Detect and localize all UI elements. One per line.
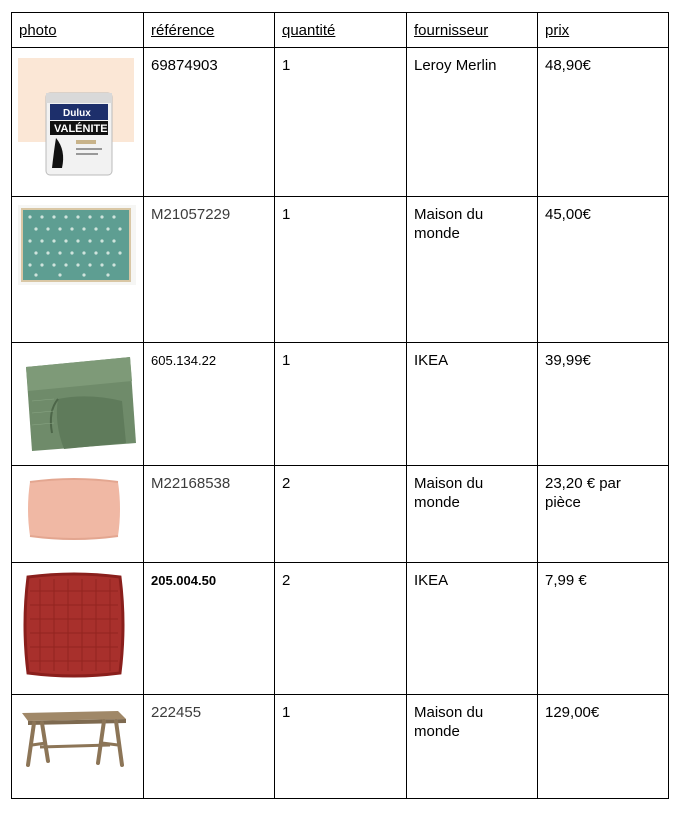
svg-text:VALÉNITE: VALÉNITE [54, 123, 108, 135]
header-reference: référence [144, 13, 275, 48]
reference-cell: 605.134.22 [144, 343, 275, 466]
header-row [12, 13, 669, 48]
supplier-cell: IKEA [407, 343, 538, 466]
order-table [11, 12, 669, 799]
header-photo: photo [12, 13, 144, 48]
reference-cell: 222455 [144, 695, 275, 799]
supplier-cell: Leroy Merlin [407, 48, 538, 197]
header-quantity: quantité [275, 13, 407, 48]
reference-cell: 69874903 [144, 48, 275, 197]
table-row [12, 343, 669, 466]
photo-cell [12, 563, 144, 695]
reference-cell: M21057229 [144, 197, 275, 343]
svg-text:Dulux: Dulux [63, 108, 91, 119]
green-rug-image [18, 205, 136, 285]
price-cell: 45,00€ [538, 197, 669, 343]
quantity-cell: 1 [275, 48, 407, 197]
photo-cell [12, 48, 144, 197]
quantity-cell: 1 [275, 197, 407, 343]
quantity-cell: 1 [275, 695, 407, 799]
quantity-cell: 2 [275, 563, 407, 695]
photo-cell [12, 466, 144, 563]
supplier-cell: Maison du monde [407, 695, 538, 799]
red-cushion-image [18, 571, 130, 679]
price-cell: 7,99 € [538, 563, 669, 695]
wooden-bench-image [18, 703, 128, 773]
reference-cell: M22168538 [144, 466, 275, 563]
green-throw-blanket-image [18, 351, 138, 451]
quantity-cell: 2 [275, 466, 407, 563]
pink-cushion-image [18, 474, 130, 544]
table-row [12, 48, 669, 197]
supplier-cell: IKEA [407, 563, 538, 695]
photo-cell [12, 695, 144, 799]
price-cell: 23,20 € par pièce [538, 466, 669, 563]
price-cell: 129,00€ [538, 695, 669, 799]
table-row [12, 563, 669, 695]
quantity-cell: 1 [275, 343, 407, 466]
table-row [12, 695, 669, 799]
photo-cell [12, 197, 144, 343]
table-row [12, 197, 669, 343]
photo-cell [12, 343, 144, 466]
supplier-cell: Maison du monde [407, 197, 538, 343]
supplier-cell: Maison du monde [407, 466, 538, 563]
header-supplier: fournisseur [407, 13, 538, 48]
table-row [12, 466, 669, 563]
header-price: prix [538, 13, 669, 48]
price-cell: 48,90€ [538, 48, 669, 197]
reference-cell: 205.004.50 [144, 563, 275, 695]
price-cell: 39,99€ [538, 343, 669, 466]
paint-can-image [18, 56, 136, 178]
